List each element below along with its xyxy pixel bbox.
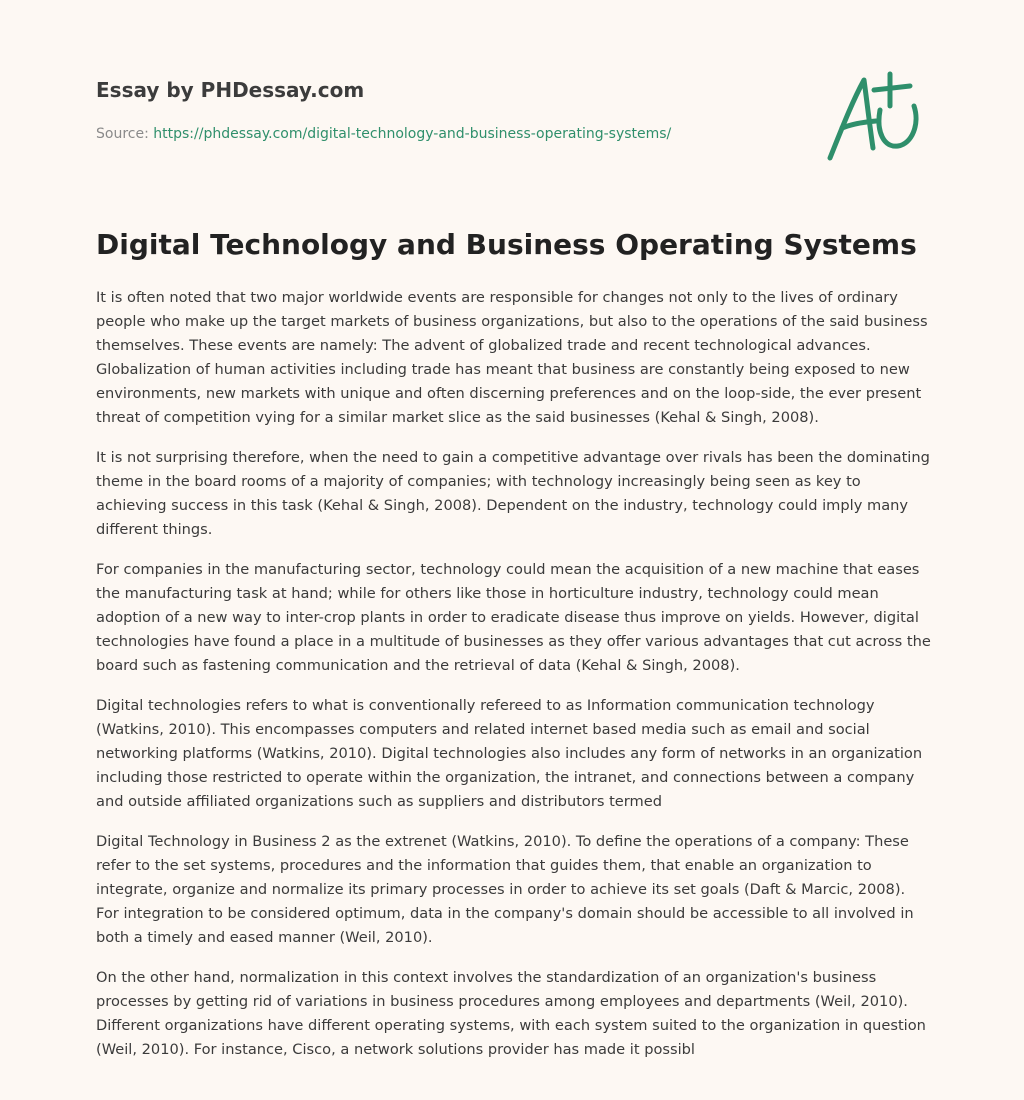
a-plus-logo-icon [820,66,930,166]
paragraph: Digital Technology in Business 2 as the extrenet (Watkins, 2010). To define the operations of a company: These refer to the set systems, procedures and the information that guides them, that enable an organization to integrate, organize and normalize its primary processes in order to achieve its set goals (Daft & Marcic, 2008). For integration to be considered optimum, data in the company's domain should be accessible to all involved in both a timely and eased manner (Weil, 2010). [96,833,914,946]
paragraph: On the other hand, normalization in this context involves the standardization of an organization's business processes by getting rid of variations in business procedures among employees and departments (Weil, 2010). Different organizations have different operating systems, with each system suited to the organization in question (Weil, 2010). For instance, Cisco, a network solutions provider has made it possibl [96,969,926,1058]
brand-title: Essay by PHDessay.com [96,78,365,102]
source-label: Source: [96,126,149,142]
source-link[interactable]: https://phdessay.com/digital-technology-and-business-operating-systems/ [153,126,672,142]
paragraph: It is not surprising therefore, when the need to gain a competitive advantage over rivals has been the dominating theme in the board rooms of a majority of companies; with technology increasingly being seen as key to achieving success in this task (Kehal & Singh, 2008). Dependent on the industry, technology could imply many different things. [96,449,930,538]
article-title: Digital Technology and Business Operating Systems [96,228,917,261]
paragraph: For companies in the manufacturing sector, technology could mean the acquisition of a new machine that eases the manufacturing task at hand; while for others like those in horticulture industry, technology could mean adoption of a new way to inter-crop plants in order to eradicate disease thus improve on yields. However, digital technologies have found a place in a multitude of businesses as they offer various advantages that cut across the board such as fastening communication and the retrieval of data (Kehal & Singh, 2008). [96,561,931,674]
article-body [96,286,932,1078]
paragraph: Digital technologies refers to what is conventionally refereed to as Information communication technology (Watkins, 2010). This encompasses computers and related internet based media such as email and social networking platforms (Watkins, 2010). Digital technologies also includes any form of networks in an organization including those restricted to operate within the organization, the intranet, and connections between a company and outside affiliated organizations such as suppliers and distributors termed [96,697,923,810]
page-header [96,76,796,144]
source-line [96,124,796,144]
paragraph: It is often noted that two major worldwide events are responsible for changes not only to the lives of ordinary people who make up the target markets of business organizations, but also to the operations of the said business themselves. These events are namely: The advent of globalized trade and recent technological advances. Globalization of human activities including trade has meant that business are constantly being exposed to new environments, new markets with unique and often discerning preferences and on the loop-side, the ever present threat of competition vying for a similar market slice as the said businesses (Kehal & Singh, 2008). [96,289,928,426]
